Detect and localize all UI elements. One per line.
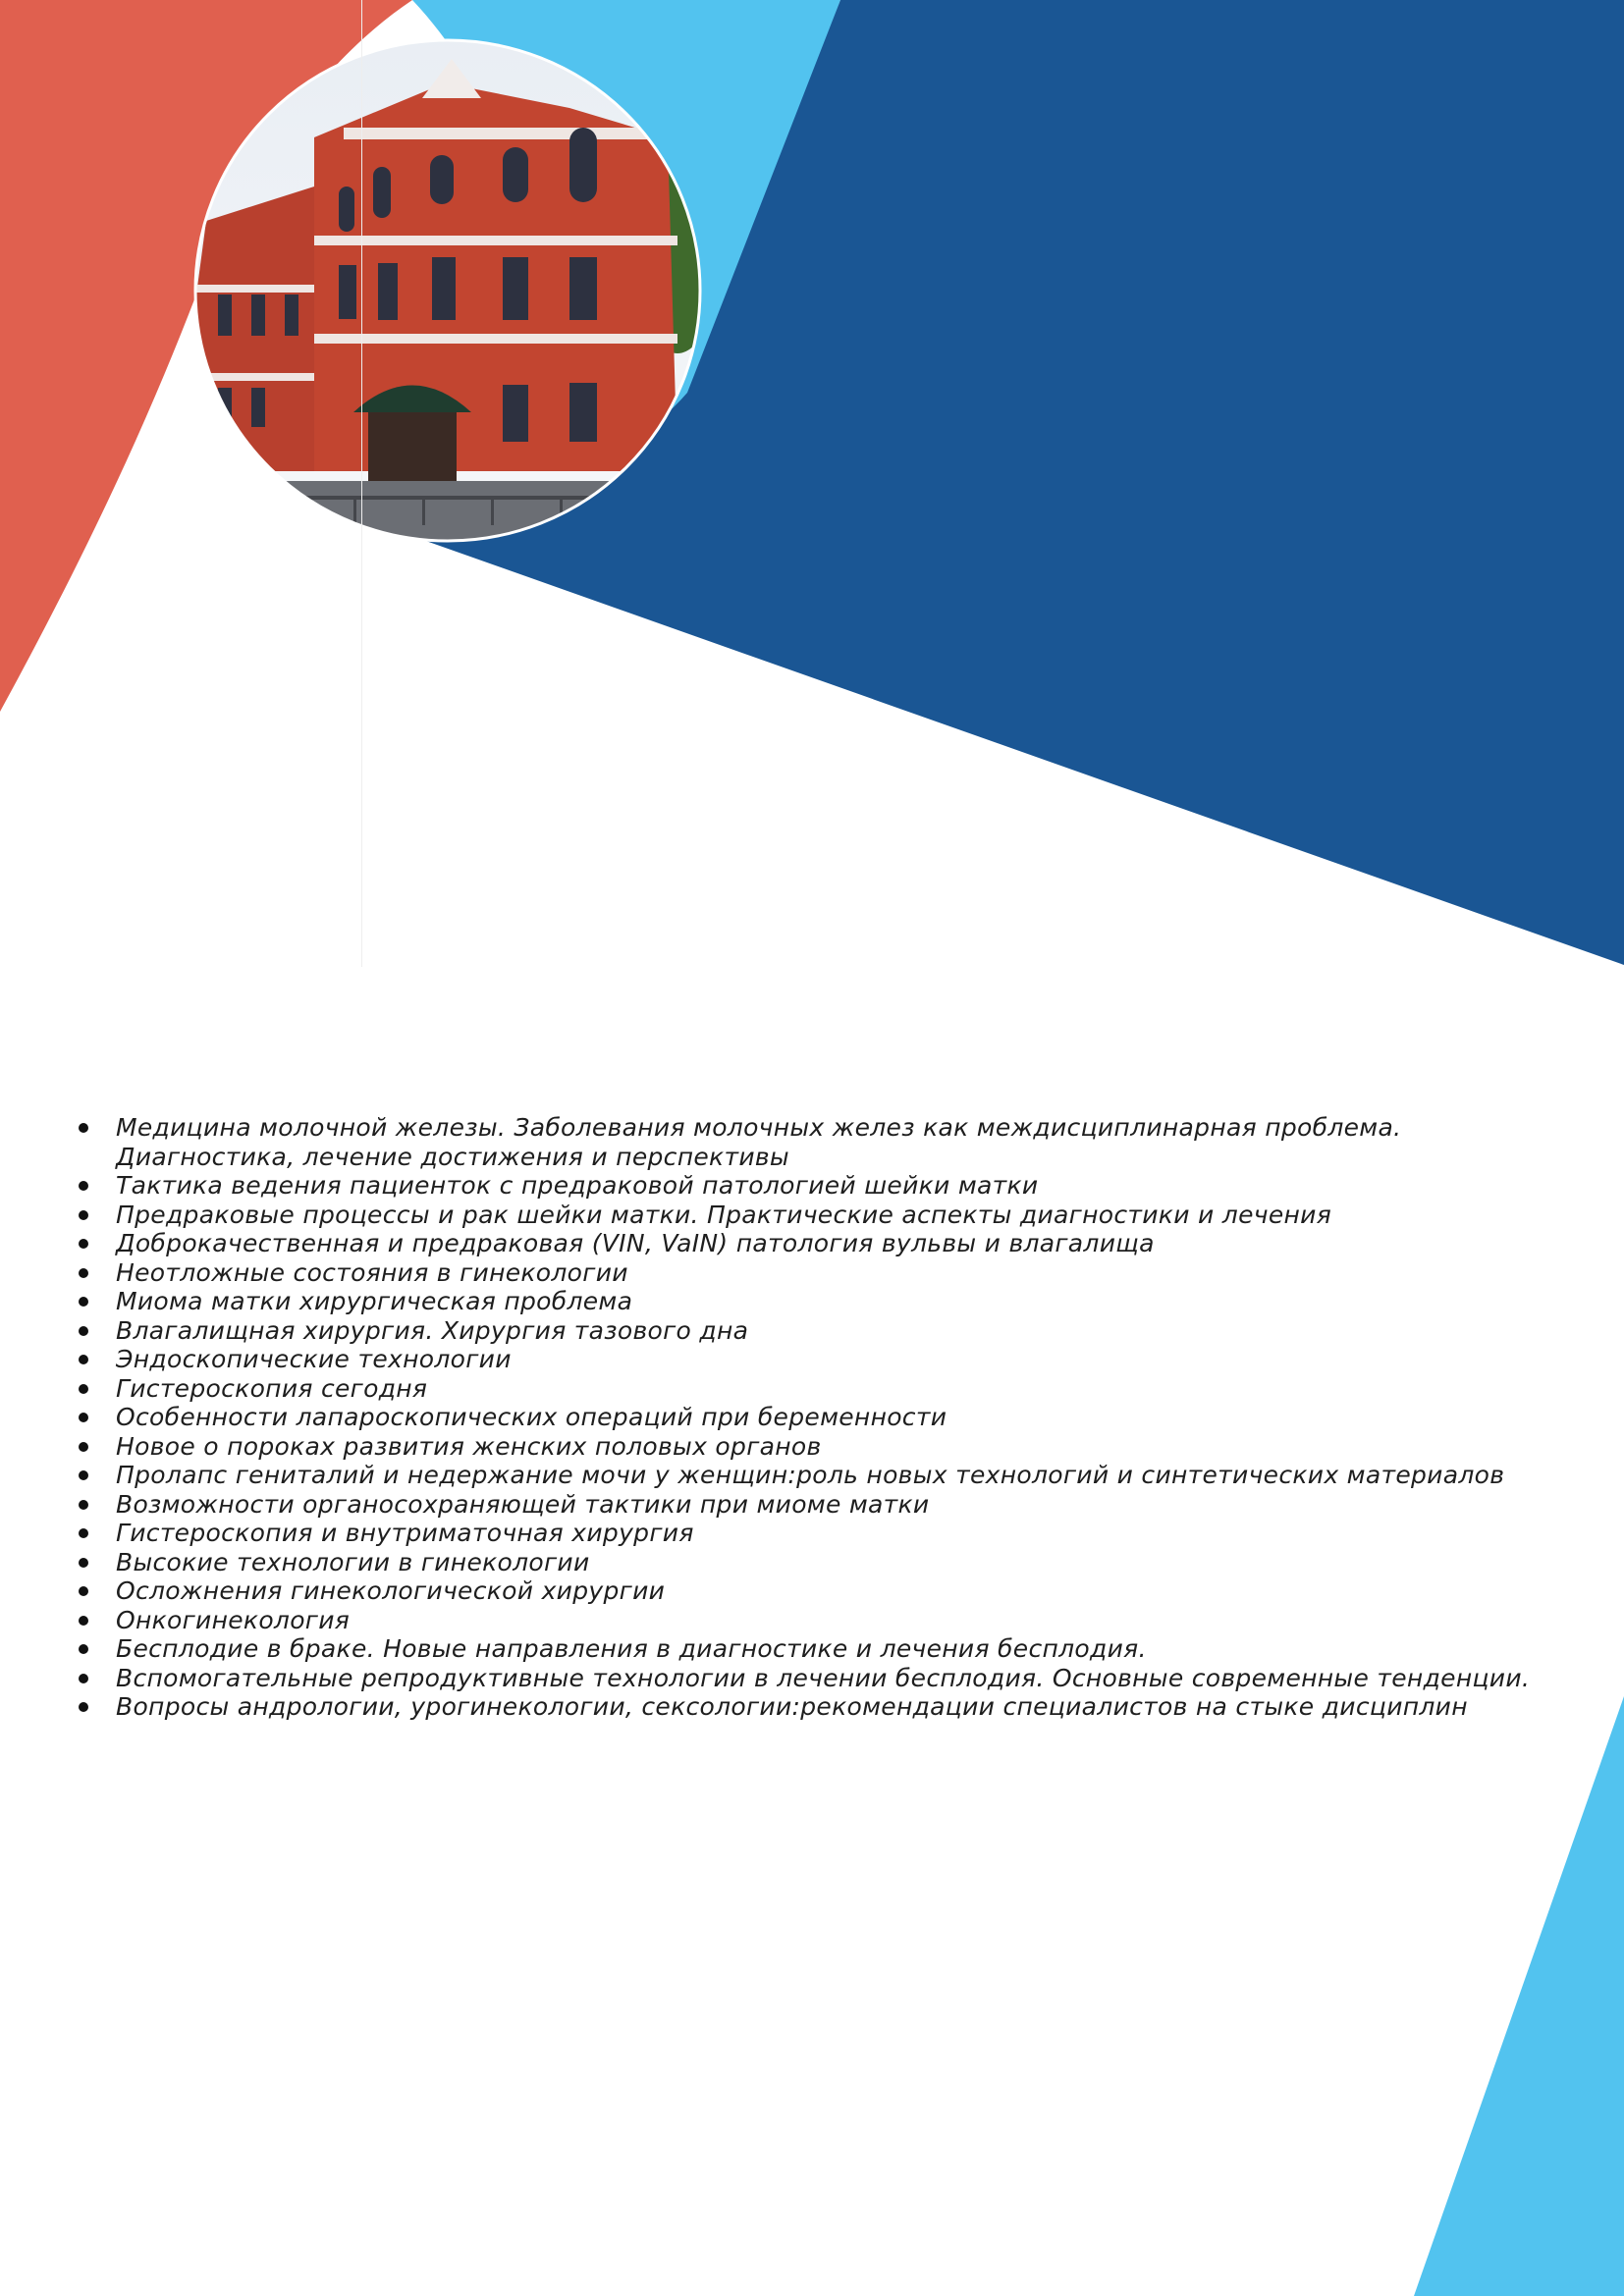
topic-item: Высокие технологии в гинекологии <box>116 1548 1569 1577</box>
topic-list <box>79 1113 1569 1722</box>
topic-item: Неотложные состояния в гинекологии <box>116 1258 1569 1288</box>
topic-item: Возможности органосохраняющей тактики при миоме матки <box>116 1490 1569 1520</box>
topic-item: Особенности лапароскопических операций при беременности <box>116 1403 1569 1432</box>
guide-line <box>361 0 362 967</box>
topic-item: Вопросы андрологии, урогинекологии, сексологии:рекомендации специалистов на стыке дисциплин <box>116 1692 1569 1722</box>
topic-item: Медицина молочной железы. Заболевания молочных желез как междисциплинарная проблема. Диагностика, лечение достижения и перспективы <box>116 1113 1569 1171</box>
topic-item: Тактика ведения пациенток с предраковой патологией шейки матки <box>116 1171 1569 1201</box>
light-blue-corner-shape <box>1414 1696 1624 2296</box>
topic-item: Доброкачественная и предраковая (VIN, VaIN) патология вульвы и влагалища <box>116 1229 1569 1258</box>
topic-item: Пролапс гениталий и недержание мочи у женщин:роль новых технологий и синтетических материалов <box>116 1461 1569 1490</box>
topic-item: Миома матки хирургическая проблема <box>116 1287 1569 1316</box>
topic-item: Гистероскопия и внутриматочная хирургия <box>116 1519 1569 1548</box>
topic-item: Гистероскопия сегодня <box>116 1374 1569 1404</box>
topic-item: Вспомогательные репродуктивные технологии в лечении бесплодия. Основные современные тенденции. <box>116 1664 1569 1693</box>
topic-item: Осложнения гинекологической хирургии <box>116 1576 1569 1606</box>
topic-item: Онкогинекология <box>116 1606 1569 1635</box>
topic-item: Бесплодие в браке. Новые направления в диагностике и лечения бесплодия. <box>116 1634 1569 1664</box>
topic-item: Эндоскопические технологии <box>116 1345 1569 1374</box>
topic-item: Новое о пороках развития женских половых органов <box>116 1432 1569 1462</box>
topic-item: Влагалищная хирургия. Хирургия тазового дна <box>116 1316 1569 1346</box>
topic-item: Предраковые процессы и рак шейки матки. Практические аспекты диагностики и лечения <box>116 1201 1569 1230</box>
